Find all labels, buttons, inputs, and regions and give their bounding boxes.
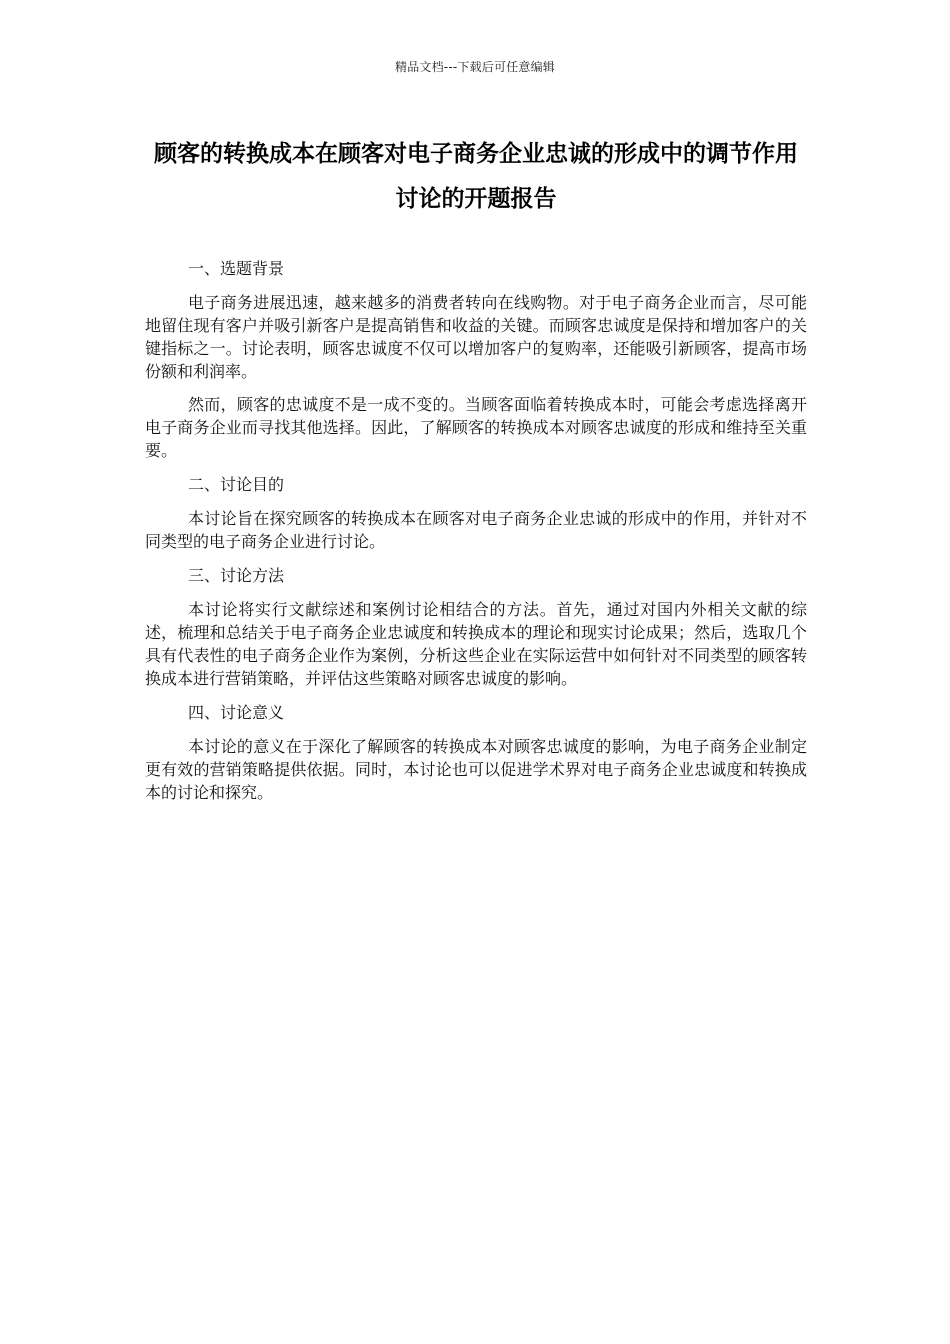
section-heading: 二、讨论目的 (188, 475, 285, 494)
section-method (145, 563, 807, 690)
paragraph: 然而，顾客的忠诚度不是一成不变的。当顾客面临着转换成本时，可能会考虑选择离开电子商务企业而寻找其他选择。因此，了解顾客的转换成本对顾客忠诚度的形成和维持至关重要。 (145, 395, 807, 460)
paragraph: 本讨论将实行文献综述和案例讨论相结合的方法。首先，通过对国内外相关文献的综述，梳理和总结关于电子商务企业忠诚度和转换成本的理论和现实讨论成果；然后，选取几个具有代表性的电子商务企业作为案例，分析这些企业在实际运营中如何针对不同类型的顾客转换成本进行营销策略，并评估这些策略对顾客忠诚度的影响。 (145, 600, 807, 688)
paragraph: 本讨论的意义在于深化了解顾客的转换成本对顾客忠诚度的影响，为电子商务企业制定更有效的营销策略提供依据。同时，本讨论也可以促进学术界对电子商务企业忠诚度和转换成本的讨论和探究。 (145, 737, 807, 802)
section-background (145, 256, 807, 462)
section-heading: 三、讨论方法 (188, 566, 285, 585)
paragraph: 电子商务进展迅速，越来越多的消费者转向在线购物。对于电子商务企业而言，尽可能地留住现有客户并吸引新客户是提高销售和收益的关键。而顾客忠诚度是保持和增加客户的关键指标之一。讨论表明，顾客忠诚度不仅可以增加客户的复购率，还能吸引新顾客，提高市场份额和利润率。 (145, 293, 807, 381)
document-body (145, 256, 807, 814)
header-note: 精品文档---下载后可任意编辑 (395, 60, 555, 74)
section-heading: 四、讨论意义 (188, 703, 285, 722)
section-heading: 一、选题背景 (188, 259, 285, 278)
paragraph: 本讨论旨在探究顾客的转换成本在顾客对电子商务企业忠诚的形成中的作用，并针对不同类型的电子商务企业进行讨论。 (145, 509, 807, 551)
section-purpose (145, 472, 807, 553)
document-title: 顾客的转换成本在顾客对电子商务企业忠诚的形成中的调节作用讨论的开题报告 (154, 141, 798, 212)
section-significance (145, 700, 807, 804)
